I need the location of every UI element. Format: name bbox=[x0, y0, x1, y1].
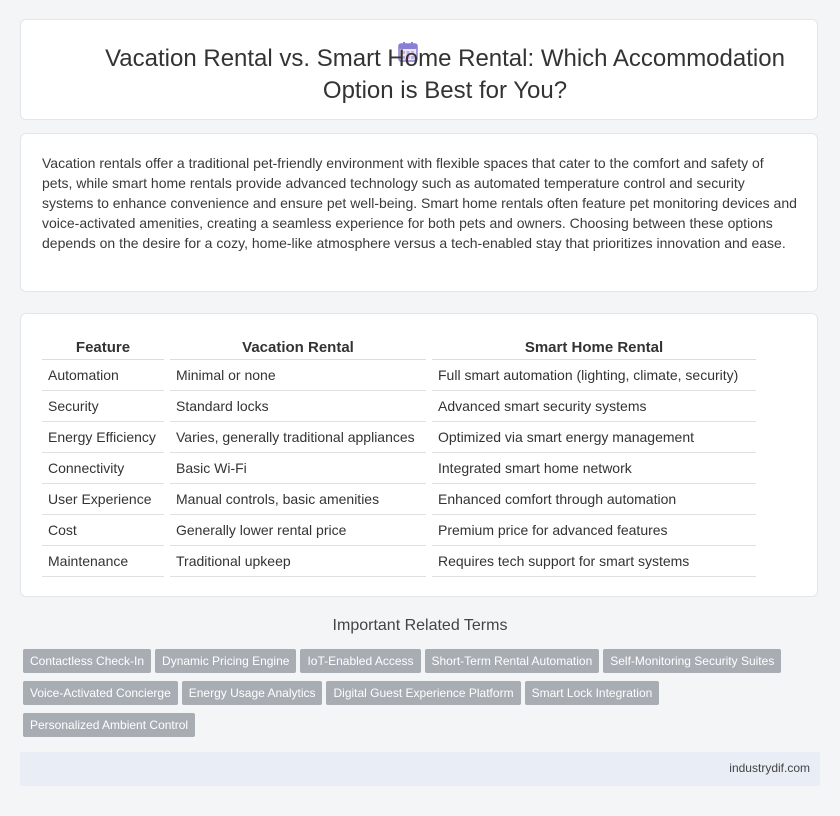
header-feature: Feature bbox=[42, 333, 167, 360]
tag-self-monitoring-security-suites[interactable]: Self-Monitoring Security Suites bbox=[603, 649, 781, 673]
related-terms-list bbox=[23, 649, 813, 745]
table-header-row bbox=[42, 333, 756, 360]
table-row bbox=[42, 484, 756, 515]
cell-vacation: Manual controls, basic amenities bbox=[167, 484, 429, 515]
cell-smart: Full smart automation (lighting, climate, security) bbox=[429, 360, 756, 391]
comparison-table bbox=[42, 333, 756, 577]
header-smart-home-rental: Smart Home Rental bbox=[429, 333, 756, 360]
table-row bbox=[42, 515, 756, 546]
cell-feature: Energy Efficiency bbox=[42, 422, 167, 453]
cell-vacation: Standard locks bbox=[167, 391, 429, 422]
cell-smart: Advanced smart security systems bbox=[429, 391, 756, 422]
cell-feature: Maintenance bbox=[42, 546, 167, 577]
summary-card bbox=[20, 133, 818, 292]
tag-dynamic-pricing-engine[interactable]: Dynamic Pricing Engine bbox=[155, 649, 296, 673]
summary-text: Vacation rentals offer a traditional pet-friendly environment with flexible spaces that cater to the comfort and safety of pets, while smart home rentals provide advanced technology such as automated temperature control and security systems to enhance convenience and ensure pet well-being. Smart home rentals often feature pet monitoring devices and voice-activated amenities, creating a seamless experience for both pets and owners. Choosing between these options depends on the desire for a cozy, home-like atmosphere versus a tech-enabled stay that prioritizes innovation and ease. bbox=[42, 155, 797, 251]
cell-vacation: Minimal or none bbox=[167, 360, 429, 391]
cell-feature: Cost bbox=[42, 515, 167, 546]
table-row bbox=[42, 422, 756, 453]
table-row bbox=[42, 391, 756, 422]
tag-energy-usage-analytics[interactable]: Energy Usage Analytics bbox=[182, 681, 323, 705]
cell-feature: User Experience bbox=[42, 484, 167, 515]
page-title: Vacation Rental vs. Smart Home Rental: Which Accommodation Option is Best for You? bbox=[105, 45, 785, 104]
tag-iot-enabled-access[interactable]: IoT-Enabled Access bbox=[300, 649, 420, 673]
tag-contactless-check-in[interactable]: Contactless Check-In bbox=[23, 649, 151, 673]
footer-bar bbox=[20, 752, 820, 786]
cell-feature: Security bbox=[42, 391, 167, 422]
table-row bbox=[42, 453, 756, 484]
cell-feature: Connectivity bbox=[42, 453, 167, 484]
tag-voice-activated-concierge[interactable]: Voice-Activated Concierge bbox=[23, 681, 178, 705]
tag-personalized-ambient-control[interactable]: Personalized Ambient Control bbox=[23, 713, 195, 737]
table-row bbox=[42, 546, 756, 577]
footer-site-link[interactable]: industrydif.com bbox=[729, 761, 810, 775]
cell-smart: Integrated smart home network bbox=[429, 453, 756, 484]
cell-smart: Requires tech support for smart systems bbox=[429, 546, 756, 577]
comparison-card bbox=[20, 313, 818, 597]
cell-vacation: Varies, generally traditional appliances bbox=[167, 422, 429, 453]
cell-vacation: Traditional upkeep bbox=[167, 546, 429, 577]
tag-short-term-rental-automation[interactable]: Short-Term Rental Automation bbox=[425, 649, 600, 673]
cell-smart: Enhanced comfort through automation bbox=[429, 484, 756, 515]
table-row bbox=[42, 360, 756, 391]
tag-digital-guest-experience-platform[interactable]: Digital Guest Experience Platform bbox=[326, 681, 520, 705]
cell-feature: Automation bbox=[42, 360, 167, 391]
tag-smart-lock-integration[interactable]: Smart Lock Integration bbox=[525, 681, 660, 705]
header-vacation-rental: Vacation Rental bbox=[167, 333, 429, 360]
cell-smart: Optimized via smart energy management bbox=[429, 422, 756, 453]
related-terms-title: Important Related Terms bbox=[332, 617, 508, 634]
cell-vacation: Basic Wi-Fi bbox=[167, 453, 429, 484]
cell-smart: Premium price for advanced features bbox=[429, 515, 756, 546]
cell-vacation: Generally lower rental price bbox=[167, 515, 429, 546]
